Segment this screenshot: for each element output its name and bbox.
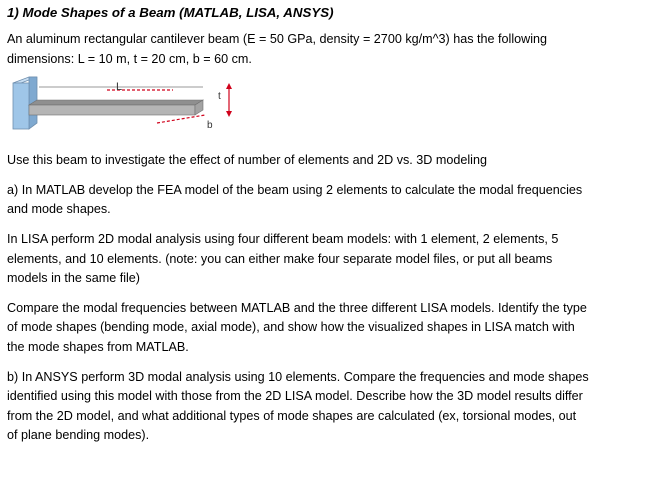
lisa-line: elements, and 10 elements. (note: you can either make four separate model files, or put all beams <box>7 251 553 266</box>
label-L: L <box>115 81 123 94</box>
part-a-line: a) In MATLAB develop the FEA model of the beam using 2 elements to calculate the modal frequencies <box>7 182 583 197</box>
beam-top-face <box>29 100 203 105</box>
compare-line: of mode shapes (bending mode, axial mode), and show how the visualized shapes in LISA match with <box>7 320 575 335</box>
wall-front-face <box>13 83 29 129</box>
compare-line: the mode shapes from MATLAB. <box>7 339 189 354</box>
part-b-paragraph <box>7 368 639 446</box>
part-b-line: from the 2D model, and what additional types of mode shapes are calculated (ex, torsional modes, out <box>7 408 577 423</box>
use-line: Use this beam to investigate the effect of number of elements and 2D vs. 3D modeling <box>7 153 487 168</box>
beam-figure <box>7 75 247 143</box>
part-b-line: b) In ANSYS perform 3D modal analysis using 10 elements. Compare the frequencies and mode shapes <box>7 369 589 384</box>
width-dimension-line <box>157 115 205 123</box>
part-b-line: identified using this model with those from the 2D LISA model. Describe how the 3D model results differ <box>7 389 583 404</box>
document <box>7 4 639 456</box>
compare-line: Compare the modal frequencies between MATLAB and the three different LISA models. Identify the type <box>7 300 587 315</box>
compare-paragraph <box>7 299 639 358</box>
beam-diagram <box>7 75 247 143</box>
intro-line: An aluminum rectangular cantilever beam (E = 50 GPa, density = 2700 kg/m^3) has the following <box>7 32 548 46</box>
lisa-line: In LISA perform 2D modal analysis using four different beam models: with 1 element, 2 elements, 5 <box>7 231 559 246</box>
intro-paragraph <box>7 30 639 69</box>
lisa-paragraph <box>7 230 639 289</box>
lisa-line: models in the same file) <box>7 271 140 286</box>
part-a-paragraph <box>7 181 639 220</box>
part-a-line: and mode shapes. <box>7 202 111 217</box>
problem-title: 1) Mode Shapes of a Beam (MATLAB, LISA, ANSYS) <box>7 5 334 20</box>
intro-line: dimensions: L = 10 m, t = 20 cm, b = 60 cm. <box>7 51 252 66</box>
use-paragraph <box>7 151 639 171</box>
label-b: b <box>207 120 213 132</box>
beam-front-face <box>29 105 195 115</box>
part-b-line: of plane bending modes). <box>7 428 150 443</box>
label-t: t <box>218 91 221 103</box>
